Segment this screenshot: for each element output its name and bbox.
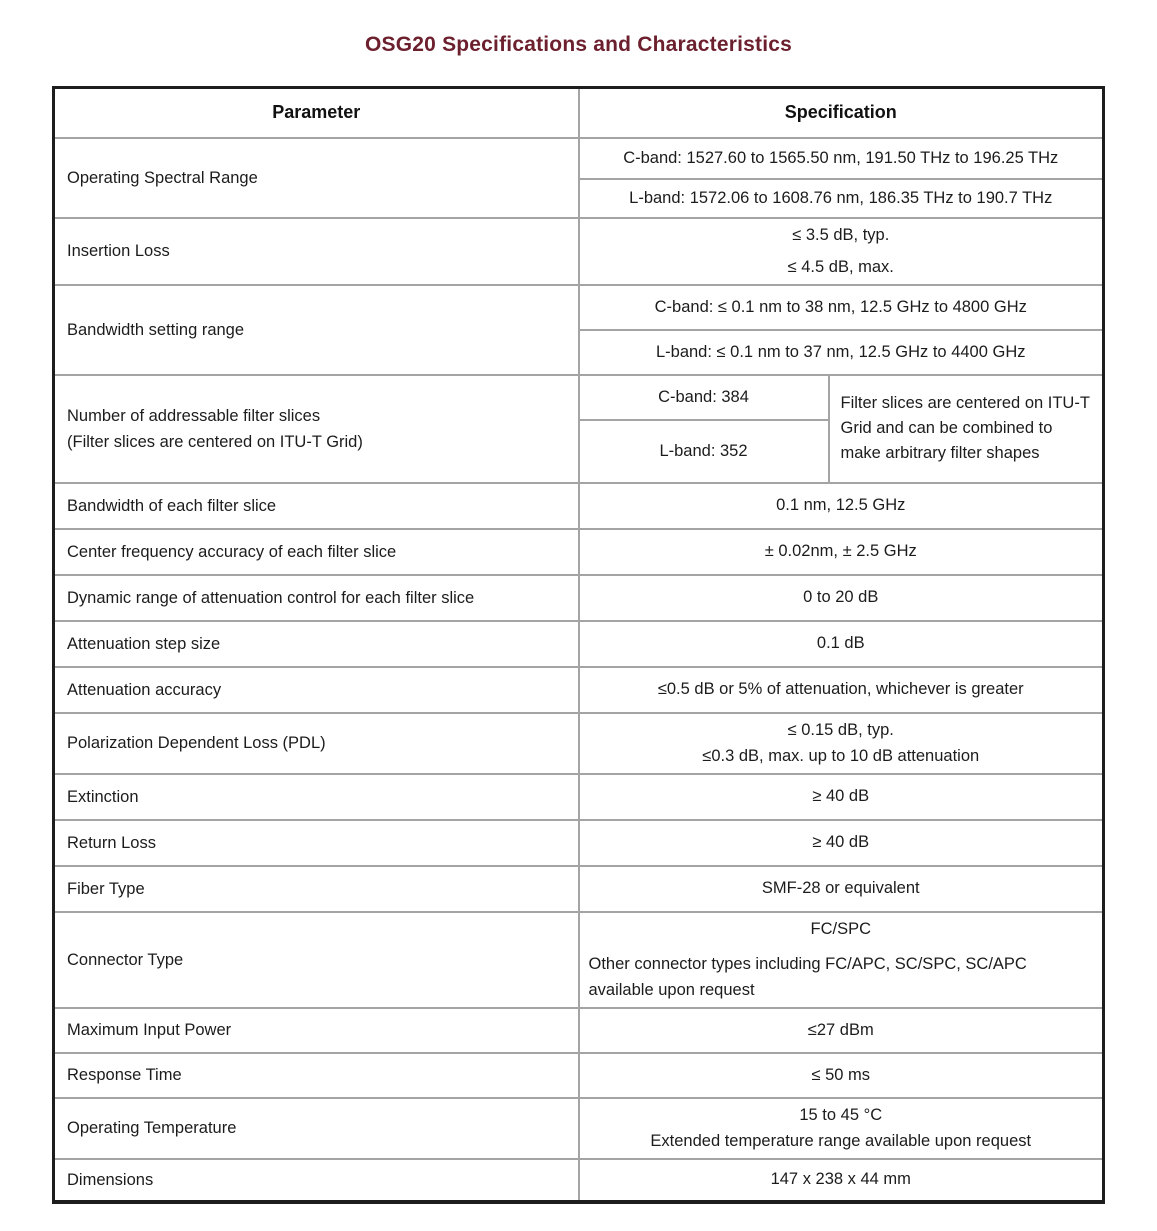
spec-return-loss: ≥ 40 dB	[579, 820, 1104, 866]
spec-operating-temperature	[579, 1098, 1104, 1159]
spec-attenuation-accuracy: ≤0.5 dB or 5% of attenuation, whichever is greater	[579, 667, 1104, 713]
spec-filter-slices-c-band: C-band: 384	[579, 375, 829, 420]
spec-bsr-c-band: C-band: ≤ 0.1 nm to 38 nm, 12.5 GHz to 4800 GHz	[579, 285, 1104, 330]
spec-fiber-type: SMF-28 or equivalent	[579, 866, 1104, 912]
spec-dimensions: 147 x 238 x 44 mm	[579, 1159, 1104, 1202]
param-slice-bandwidth: Bandwidth of each filter slice	[54, 483, 579, 529]
param-return-loss: Return Loss	[54, 820, 579, 866]
param-operating-spectral-range: Operating Spectral Range	[54, 138, 579, 218]
spec-pdl-typ: ≤ 0.15 dB, typ.	[787, 720, 894, 739]
spec-pdl	[579, 713, 1104, 774]
spec-max-input-power: ≤27 dBm	[579, 1008, 1104, 1053]
param-attenuation-step-size: Attenuation step size	[54, 621, 579, 667]
param-bandwidth-setting-range: Bandwidth setting range	[54, 285, 579, 375]
spec-pdl-max: ≤0.3 dB, max. up to 10 dB attenuation	[702, 746, 980, 765]
param-filter-slices-line1: Number of addressable filter slices	[67, 406, 321, 425]
param-max-input-power: Maximum Input Power	[54, 1008, 579, 1053]
table-row-attenuation-accuracy	[54, 667, 1104, 713]
table-row-bandwidth-setting-range	[54, 285, 1104, 330]
table-row-connector-type	[54, 912, 1104, 1008]
param-connector-type: Connector Type	[54, 912, 579, 1008]
table-row-operating-spectral-range	[54, 138, 1104, 179]
table-row-insertion-loss	[54, 218, 1104, 285]
spec-extinction: ≥ 40 dB	[579, 774, 1104, 820]
specifications-table	[52, 86, 1105, 1204]
param-operating-temperature: Operating Temperature	[54, 1098, 579, 1159]
spec-response-time: ≤ 50 ms	[579, 1053, 1104, 1098]
param-center-frequency-accuracy: Center frequency accuracy of each filter slice	[54, 529, 579, 575]
table-row-operating-temperature	[54, 1098, 1104, 1159]
header-row	[54, 88, 1104, 138]
spec-connector-primary: FC/SPC	[810, 919, 871, 938]
spec-filter-slices-l-band: L-band: 352	[579, 420, 829, 483]
table-row-fiber-type	[54, 866, 1104, 912]
table-row-attenuation-step-size	[54, 621, 1104, 667]
table-row-filter-slices	[54, 375, 1104, 420]
spec-osr-c-band: C-band: 1527.60 to 1565.50 nm, 191.50 THz to 196.25 THz	[579, 138, 1104, 179]
spec-bsr-l-band: L-band: ≤ 0.1 nm to 37 nm, 12.5 GHz to 4400 GHz	[579, 330, 1104, 375]
table-row-dimensions	[54, 1159, 1104, 1202]
param-attenuation-accuracy: Attenuation accuracy	[54, 667, 579, 713]
spec-connector-note: Other connector types including FC/APC, SC/SPC, SC/APC available upon request	[588, 954, 1027, 999]
param-fiber-type: Fiber Type	[54, 866, 579, 912]
spec-filter-slices-note: Filter slices are centered on ITU-T Grid and can be combined to make arbitrary filter shapes	[829, 375, 1104, 483]
table-row-response-time	[54, 1053, 1104, 1098]
table-row-dynamic-range	[54, 575, 1104, 621]
param-dynamic-range: Dynamic range of attenuation control for each filter slice	[54, 575, 579, 621]
param-filter-slices	[54, 375, 579, 483]
spec-dynamic-range: 0 to 20 dB	[579, 575, 1104, 621]
header-parameter: Parameter	[54, 88, 579, 138]
param-filter-slices-line2: (Filter slices are centered on ITU-T Grid)	[67, 432, 363, 451]
param-dimensions: Dimensions	[54, 1159, 579, 1202]
table-row-slice-bandwidth	[54, 483, 1104, 529]
table-row-return-loss	[54, 820, 1104, 866]
header-specification: Specification	[579, 88, 1104, 138]
spec-insertion-loss-max: ≤ 4.5 dB, max.	[787, 257, 894, 276]
param-insertion-loss: Insertion Loss	[54, 218, 579, 285]
spec-attenuation-step-size: 0.1 dB	[579, 621, 1104, 667]
spec-insertion-loss	[579, 218, 1104, 285]
table-row-max-input-power	[54, 1008, 1104, 1053]
spec-op-temp-note: Extended temperature range available upon request	[650, 1131, 1032, 1150]
spec-connector-type	[579, 912, 1104, 1008]
page-title: OSG20 Specifications and Characteristics	[365, 33, 792, 56]
param-extinction: Extinction	[54, 774, 579, 820]
spec-slice-bandwidth: 0.1 nm, 12.5 GHz	[579, 483, 1104, 529]
table-row-center-frequency-accuracy	[54, 529, 1104, 575]
table-row-pdl	[54, 713, 1104, 774]
spec-op-temp-range: 15 to 45 °C	[799, 1105, 883, 1124]
param-response-time: Response Time	[54, 1053, 579, 1098]
spec-center-frequency-accuracy: ± 0.02nm, ± 2.5 GHz	[579, 529, 1104, 575]
spec-osr-l-band: L-band: 1572.06 to 1608.76 nm, 186.35 THz to 190.7 THz	[579, 179, 1104, 218]
spec-insertion-loss-typ: ≤ 3.5 dB, typ.	[792, 225, 890, 244]
table-row-extinction	[54, 774, 1104, 820]
param-pdl: Polarization Dependent Loss (PDL)	[54, 713, 579, 774]
